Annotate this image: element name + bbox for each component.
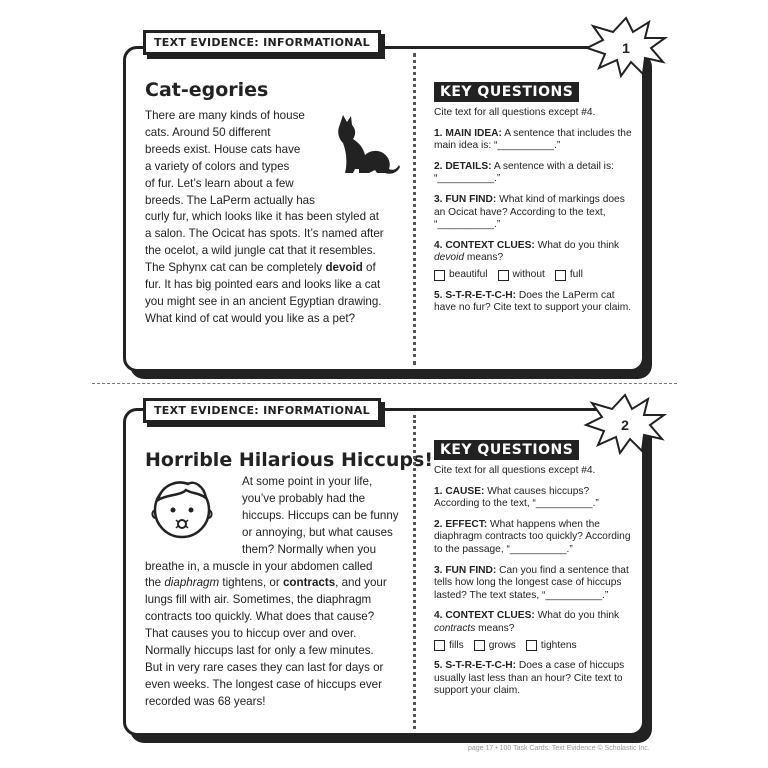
- card-2-story: At some point in your life, you’ve probably had the hiccups. Hiccups can be funny or annoying, but what causes them? Normally when you breathe in, a muscle in your abdomen called the diaphragm tightens, or contracts, and your lungs fill with air. Sometimes, the diaphragm contracts too quickly. What does that cause? That causes you to hiccup over and over. Normally hiccups last for only a few minutes. But in very rare cases they can last for days or even weeks. The longest case of hiccups ever recorded was 68 years!: [145, 475, 399, 708]
- cut-line: [92, 383, 677, 384]
- card-2-question-4: 4. CONTEXT CLUES: What do you think contracts means?: [434, 610, 620, 634]
- checkbox-icon[interactable]: [434, 640, 445, 651]
- checkbox-icon[interactable]: [474, 640, 485, 651]
- task-card-1: [123, 46, 645, 372]
- card-2-key-questions-heading: KEY QUESTIONS: [434, 440, 579, 460]
- card-2-questions: [434, 465, 634, 706]
- checkbox-icon[interactable]: [526, 640, 537, 651]
- page-footer: page 17 • 100 Task Cards: Text Evidence © Scholastic Inc.: [468, 745, 650, 752]
- card-2-number: 2: [621, 417, 629, 433]
- card-2-question-5: 5. S-T-R-E-T-C-H: Does a case of hiccups usually last less than an hour? Cite text to support your claim.: [434, 660, 625, 697]
- card-1-key-questions-heading: KEY QUESTIONS: [434, 82, 579, 102]
- card-1-option-full[interactable]: full: [555, 269, 583, 282]
- card-1-options: [434, 269, 634, 282]
- checkbox-icon[interactable]: [434, 270, 445, 281]
- card-1-tab-label: TEXT EVIDENCE: INFORMATIONAL: [143, 30, 381, 55]
- card-2-question-2: 2. EFFECT: What happens when the diaphragm contracts too quickly? According to the passage, “__________.”: [434, 518, 631, 555]
- card-1-option-without[interactable]: without: [498, 269, 545, 282]
- vocab-word-contracts: contracts: [282, 576, 336, 590]
- task-card-2: [123, 408, 645, 736]
- card-2-option-fills[interactable]: fills: [434, 640, 464, 653]
- vocab-word-devoid: devoid: [325, 261, 363, 275]
- checkbox-icon[interactable]: [498, 270, 509, 281]
- card-2-number-burst: [582, 393, 668, 455]
- card-2-option-tightens[interactable]: tightens: [526, 640, 577, 653]
- card-2-question-1: 1. CAUSE: What causes hiccups? According to the text, “__________.”: [434, 485, 599, 510]
- card-2-question-3: 3. FUN FIND: Can you find a sentence that tells how long the longest case of hiccups lasted? The text states, “__________.”: [434, 564, 629, 601]
- checkbox-icon[interactable]: [555, 270, 566, 281]
- card-1-question-3: 3. FUN FIND: What kind of markings does an Ocicat have? According to the text, “__________.”: [434, 193, 625, 231]
- card-1-question-1: 1. MAIN IDEA: A sentence that includes the main idea is: “__________.”: [434, 127, 632, 152]
- card-2-option-grows[interactable]: grows: [474, 640, 516, 653]
- card-1-number: 1: [622, 40, 630, 56]
- card-1-title: Cat-egories: [145, 79, 269, 101]
- card-1-question-2: 2. DETAILS: A sentence with a detail is: “__________.”: [434, 160, 614, 185]
- vocab-word-diaphragm: diaphragm: [164, 576, 220, 590]
- card-2-tab-label: TEXT EVIDENCE: INFORMATIONAL: [143, 398, 381, 423]
- card-2-divider: [413, 415, 416, 729]
- card-1-question-5: 5. S-T-R-E-T-C-H: Does the LaPerm cat have no fur? Cite text to support your claim.: [434, 289, 632, 314]
- card-1-number-burst: [583, 16, 669, 78]
- card-2-instructions: Cite text for all questions except #4.: [434, 465, 596, 476]
- card-1-story: There are many kinds of house cats. Around 50 different breeds exist. House cats have a variety of colors and types of fur. Let’s learn about a few breeds. The LaPerm actually has curly fur, which looks like it has been styled at a salon. The Ocicat has spots. It’s named after the ocelot, a wild jungle cat that it resembles. The Sphynx cat can be completely devoid of fur. It has big pointed ears and looks like a cat you might see in an ancient Egyptian drawing. What kind of cat would you like as a pet?: [145, 109, 384, 325]
- card-2-options: [434, 640, 634, 653]
- card-1-instructions: Cite text for all questions except #4.: [434, 107, 596, 118]
- card-1-question-4: 4. CONTEXT CLUES: What do you think devoid means?: [434, 239, 620, 264]
- card-1-questions: [434, 107, 634, 323]
- card-2-title: Horrible Hilarious Hiccups!: [145, 449, 433, 471]
- card-1-option-beautiful[interactable]: beautiful: [434, 269, 488, 282]
- card-1-divider: [413, 53, 416, 365]
